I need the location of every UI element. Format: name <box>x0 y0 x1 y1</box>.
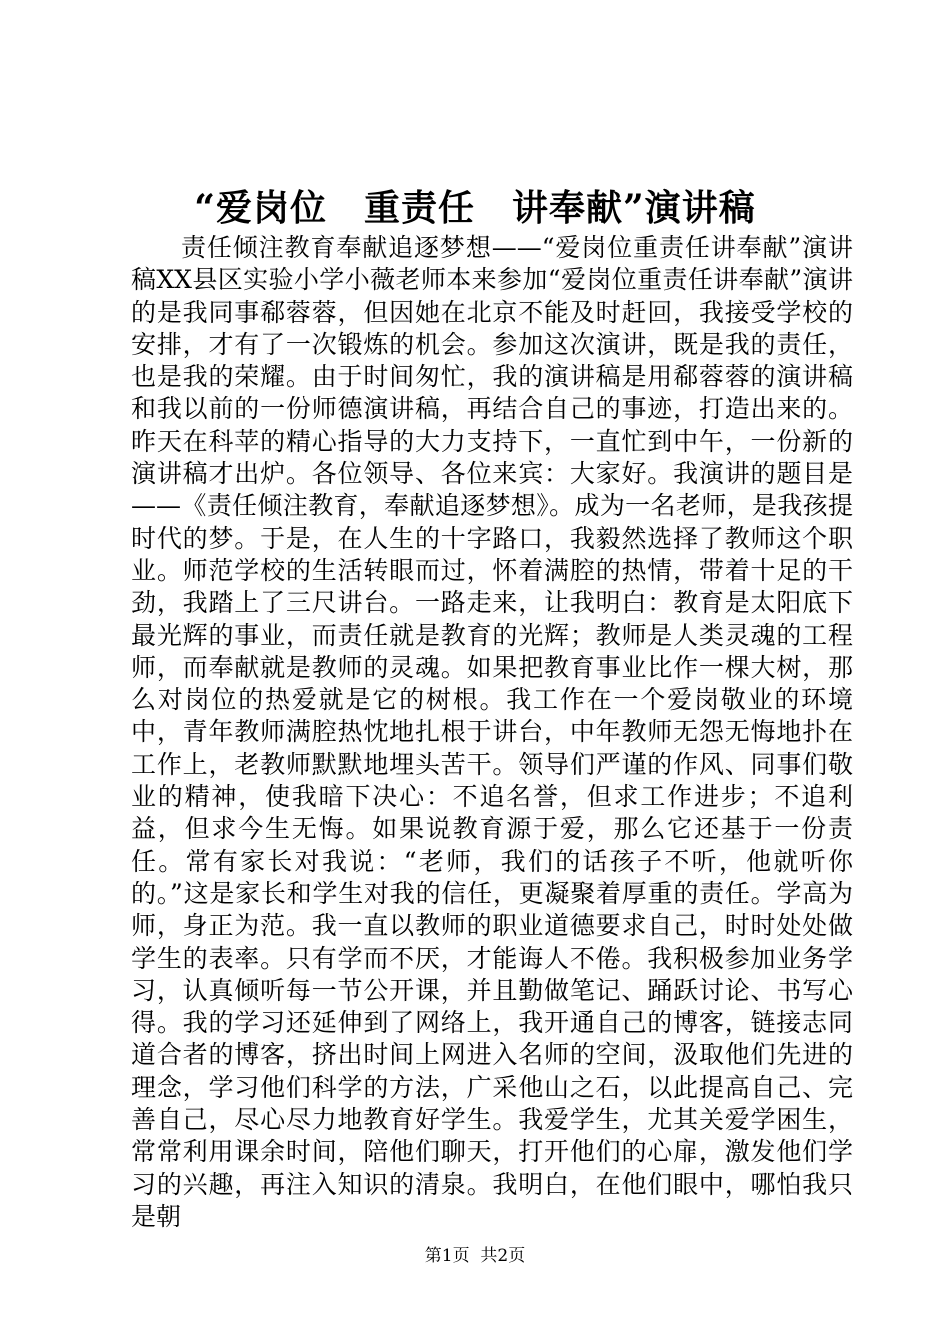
page-number-footer: 第1页 共2页 <box>424 1246 526 1266</box>
document-title: “爱岗位 重责任 讲奉献”演讲稿 <box>194 187 756 229</box>
body-paragraph: 责任倾注教育奉献追逐梦想——“爱岗位重责任讲奉献”演讲稿XX县区实验小学小薇老师本来参加“爱岗位重责任讲奉献”演讲的是我同事郗蓉蓉，但因她在北京不能及时赶回，我接受学校的安排，才有了一次锻炼的机会。参加这次演讲，既是我的责任，也是我的荣耀。由于时间匆忙，我的演讲稿是用郗蓉蓉的演讲稿和我以前的一份师德演讲稿，再结合自己的事迹，打造出来的。昨天在科苹的精心指导的大力支持下，一直忙到中午，一份新的演讲稿才出炉。各位领导、各位来宾：大家好。我演讲的题目是——《责任倾注教育，奉献追逐梦想》。成为一名老师，是我孩提时代的梦。于是，在人生的十字路口，我毅然选择了教师这个职业。师范学校的生活转眼而过，怀着满腔的热情，带着十足的干劲，我踏上了三尺讲台。一路走来，让我明白：教育是太阳底下最光辉的事业，而责任就是教育的光辉；教师是人类灵魂的工程师，而奉献就是教师的灵魂。如果把教育事业比作一棵大树，那么对岗位的热爱就是它的树根。我工作在一个爱岗敬业的环境中，青年教师满腔热忱地扎根于讲台，中年教师无怨无悔地扑在工作上，老教师默默地埋头苦干。领导们严谨的作风、同事们敬业的精神，使我暗下决心：不追名誉，但求工作进步；不追利益，但求今生无悔。如果说教育源于爱，那么它还基于一份责任。常有家长对我说：“老师，我们的话孩子不听，他就听你的。”这是家长和学生对我的信任，更凝聚着厚重的责任。学高为师，身正为范。我一直以教师的职业道德要求自己，时时处处做学生的表率。只有学而不厌，才能诲人不倦。我积极参加业务学习，认真倾听每一节公开课，并且勤做笔记、踊跃讨论、书写心得。我的学习还延伸到了网络上，我开通自己的博客，链接志同道合者的博客，挤出时间上网进入名师的空间，汲取他们先进的理念，学习他们科学的方法，广采他山之石，以此提高自己、完善自己，尽心尽力地教育好学生。我爱学生，尤其关爱学困生，常常利用课余时间，陪他们聊天，打开他们的心扉，激发他们学习的兴趣，再注入知识的清泉。我明白，在他们眼中，哪怕我只是朝 <box>131 233 853 1231</box>
